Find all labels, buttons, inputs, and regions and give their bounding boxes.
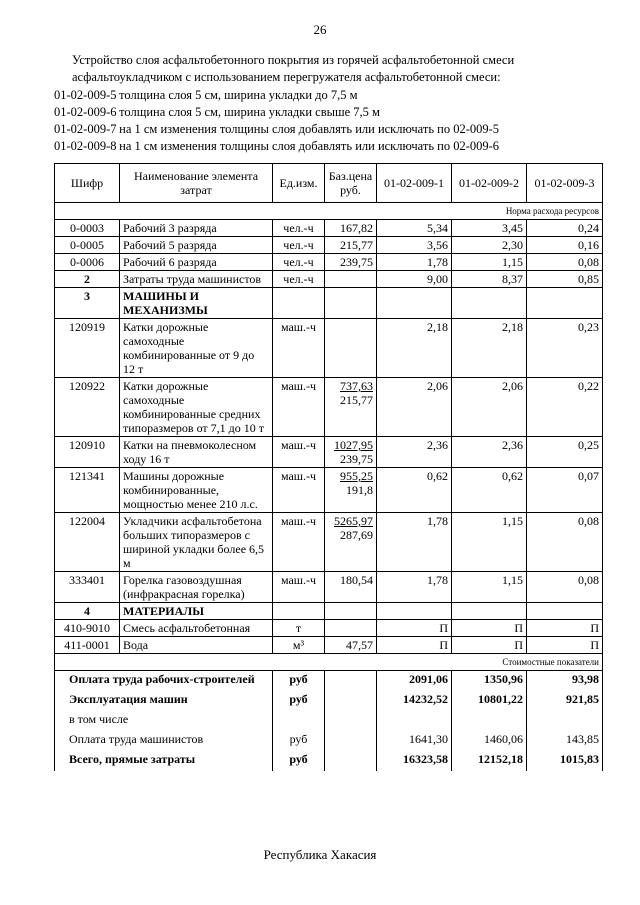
cell-v2: 8,37: [452, 271, 527, 288]
section-cost: Стоимостные показатели: [55, 654, 603, 671]
cell-v3: П: [527, 620, 603, 637]
cell-price: [325, 220, 377, 237]
table-row: [55, 288, 603, 319]
cell-code: 333401: [55, 572, 120, 603]
cell-v2: 2,30: [452, 237, 527, 254]
price-secondary: 239,75: [340, 452, 373, 466]
cell-v1: П: [377, 637, 452, 654]
table-row: [55, 437, 603, 468]
table-header: [55, 164, 603, 203]
table-row: [55, 513, 603, 572]
table-row: [55, 572, 603, 603]
cell-unit: [273, 288, 325, 319]
table-row: [55, 254, 603, 271]
code-text: на 1 см изменения толщины слоя добавлять или исключать по 02-009-5: [119, 122, 500, 136]
code-text: толщина слоя 5 см, ширина укладки до 7,5 м: [119, 88, 358, 102]
table-row: [55, 620, 603, 637]
price-value: 180,54: [340, 573, 373, 587]
cell-v2: 1,15: [452, 254, 527, 271]
cell-v3: 0,16: [527, 237, 603, 254]
cell-unit: маш.-ч: [273, 572, 325, 603]
total-cell-v2: 1350,96: [452, 671, 527, 692]
code-label: 01-02-009-6: [54, 105, 117, 119]
code-line: [54, 139, 499, 154]
cell-v1: 3,56: [377, 237, 452, 254]
cell-v2: 3,45: [452, 220, 527, 237]
cell-code: 2: [55, 271, 120, 288]
table-row: [55, 603, 603, 620]
cell-code: 4: [55, 603, 120, 620]
cell-unit: т: [273, 620, 325, 637]
col-header: 01-02-009-1: [377, 164, 452, 203]
code-line: [54, 88, 358, 103]
cell-v1: 1,78: [377, 513, 452, 572]
cell-v1: 1,78: [377, 254, 452, 271]
cell-v2: 1,15: [452, 572, 527, 603]
cell-code: 120919: [55, 319, 120, 378]
cell-price: [325, 468, 377, 513]
resource-table: [54, 163, 603, 771]
cell-name: Машины дорожные комбинированные, мощностью менее 210 л.с.: [120, 468, 273, 513]
price-secondary: 191,8: [346, 483, 373, 497]
code-label: 01-02-009-5: [54, 88, 117, 102]
total-cell-v2: 12152,18: [452, 751, 527, 771]
cell-v3: 0,08: [527, 572, 603, 603]
cell-name: Рабочий 5 разряда: [120, 237, 273, 254]
total-cell-empty: [325, 671, 377, 692]
total-cell-v3: 143,85: [527, 731, 603, 751]
section-row: [55, 203, 603, 220]
cell-price: [325, 637, 377, 654]
cell-unit: маш.-ч: [273, 319, 325, 378]
cell-name: Горелка газовоздушная (инфракрасная горелка): [120, 572, 273, 603]
code-label: 01-02-009-7: [54, 122, 117, 136]
cell-code: 411-0001: [55, 637, 120, 654]
total-cell-unit: руб: [273, 691, 325, 711]
total-cell-empty: [325, 751, 377, 771]
total-cell-v1: 14232,52: [377, 691, 452, 711]
cell-name: Рабочий 3 разряда: [120, 220, 273, 237]
total-row: [55, 691, 603, 711]
cell-v1: 2,06: [377, 378, 452, 437]
code-text: толщина слоя 5 см, ширина укладки свыше 7,5 м: [119, 105, 380, 119]
cell-v2: 2,18: [452, 319, 527, 378]
col-header: Баз.цена руб.: [325, 164, 377, 203]
price-value: 239,75: [340, 255, 373, 269]
total-cell-v1: 1641,30: [377, 731, 452, 751]
cell-price: [325, 271, 377, 288]
cell-price: [325, 603, 377, 620]
cell-price: [325, 620, 377, 637]
cell-v3: 0,24: [527, 220, 603, 237]
cell-v2: 2,06: [452, 378, 527, 437]
cell-unit: чел.-ч: [273, 254, 325, 271]
cell-price: [325, 237, 377, 254]
cell-name: МАТЕРИАЛЫ: [120, 603, 273, 620]
cell-v1: [377, 288, 452, 319]
cell-name: Катки дорожные самоходные комбинированные средних типоразмеров от 7,1 до 10 т: [120, 378, 273, 437]
section-norma: Норма расхода ресурсов: [55, 203, 603, 220]
page-number: 26: [313, 22, 327, 37]
total-cell-name: в том числе: [55, 711, 273, 731]
cell-v2: [452, 603, 527, 620]
price-secondary: 215,77: [340, 393, 373, 407]
total-cell-empty: [325, 731, 377, 751]
price-secondary: 287,69: [340, 528, 373, 542]
cell-unit: чел.-ч: [273, 237, 325, 254]
total-cell-v3: 921,85: [527, 691, 603, 711]
col-header: Ед.изм.: [273, 164, 325, 203]
price-value: 955,25: [340, 469, 373, 483]
cell-v2: 0,62: [452, 468, 527, 513]
cell-price: [325, 254, 377, 271]
cell-v3: 0,23: [527, 319, 603, 378]
cell-v2: П: [452, 620, 527, 637]
cell-code: 0-0003: [55, 220, 120, 237]
cell-v1: 0,62: [377, 468, 452, 513]
table-row: [55, 378, 603, 437]
cell-unit: маш.-ч: [273, 468, 325, 513]
cell-name: Катки дорожные самоходные комбинированные от 9 до 12 т: [120, 319, 273, 378]
cell-v3: П: [527, 637, 603, 654]
cell-code: 120922: [55, 378, 120, 437]
cell-v2: 1,15: [452, 513, 527, 572]
total-cell-v3: 93,98: [527, 671, 603, 692]
total-cell-name: Оплата труда рабочих-строителей: [55, 671, 273, 692]
cell-v2: 2,36: [452, 437, 527, 468]
total-row: [55, 731, 603, 751]
cell-unit: маш.-ч: [273, 513, 325, 572]
total-cell-empty: [325, 691, 377, 711]
cell-v3: 0,08: [527, 254, 603, 271]
cell-unit: [273, 603, 325, 620]
cell-code: 120910: [55, 437, 120, 468]
cell-price: [325, 437, 377, 468]
total-cell-unit: [273, 711, 325, 731]
cell-code: 410-9010: [55, 620, 120, 637]
cell-v1: 9,00: [377, 271, 452, 288]
col-header: Наименование элемента затрат: [120, 164, 273, 203]
cell-v2: [452, 288, 527, 319]
cell-code: 0-0005: [55, 237, 120, 254]
cell-v3: [527, 603, 603, 620]
total-cell-v2: [452, 711, 527, 731]
table-row: [55, 637, 603, 654]
price-value: 167,82: [340, 221, 373, 235]
cell-price: [325, 513, 377, 572]
cell-code: 3: [55, 288, 120, 319]
cell-code: 122004: [55, 513, 120, 572]
table-row: [55, 319, 603, 378]
total-cell-v2: 1460,06: [452, 731, 527, 751]
cell-unit: м³: [273, 637, 325, 654]
total-cell-v2: 10801,22: [452, 691, 527, 711]
cell-v1: 1,78: [377, 572, 452, 603]
section-row: [55, 654, 603, 671]
cell-price: [325, 319, 377, 378]
total-cell-name: Оплата труда машинистов: [55, 731, 273, 751]
total-cell-v3: [527, 711, 603, 731]
cell-v1: 2,18: [377, 319, 452, 378]
cell-name: Рабочий 6 разряда: [120, 254, 273, 271]
total-cell-empty: [325, 711, 377, 731]
cell-name: Затраты труда машинистов: [120, 271, 273, 288]
cell-v1: [377, 603, 452, 620]
cell-v1: 2,36: [377, 437, 452, 468]
table-row: [55, 468, 603, 513]
col-header: 01-02-009-2: [452, 164, 527, 203]
total-cell-unit: руб: [273, 671, 325, 692]
total-row: [55, 751, 603, 771]
code-label: 01-02-009-8: [54, 139, 117, 153]
cell-name: Вода: [120, 637, 273, 654]
cell-v3: 0,07: [527, 468, 603, 513]
total-cell-name: Всего, прямые затраты: [55, 751, 273, 771]
cell-price: [325, 288, 377, 319]
total-cell-v1: 2091,06: [377, 671, 452, 692]
cell-v1: 5,34: [377, 220, 452, 237]
cell-code: 0-0006: [55, 254, 120, 271]
price-value: 215,77: [340, 238, 373, 252]
cell-v1: П: [377, 620, 452, 637]
total-cell-v3: 1015,83: [527, 751, 603, 771]
cell-name: МАШИНЫ И МЕХАНИЗМЫ: [120, 288, 273, 319]
code-line: [54, 122, 499, 137]
cell-v3: 0,85: [527, 271, 603, 288]
cell-v3: 0,08: [527, 513, 603, 572]
cell-v2: П: [452, 637, 527, 654]
cell-unit: маш.-ч: [273, 378, 325, 437]
table-row: [55, 271, 603, 288]
table-row: [55, 237, 603, 254]
code-text: на 1 см изменения толщины слоя добавлять или исключать по 02-009-6: [119, 139, 500, 153]
code-line: [54, 105, 380, 120]
footer-region: Республика Хакасия: [263, 847, 377, 862]
total-cell-unit: руб: [273, 751, 325, 771]
total-cell-v1: 16323,58: [377, 751, 452, 771]
col-header: Шифр: [55, 164, 120, 203]
col-header: 01-02-009-3: [527, 164, 603, 203]
total-row: [55, 711, 603, 731]
cell-code: 121341: [55, 468, 120, 513]
cell-unit: чел.-ч: [273, 271, 325, 288]
cell-price: [325, 378, 377, 437]
total-row: [55, 671, 603, 692]
cell-v3: [527, 288, 603, 319]
cell-v3: 0,25: [527, 437, 603, 468]
cell-v3: 0,22: [527, 378, 603, 437]
cell-name: Катки на пневмоколесном ходу 16 т: [120, 437, 273, 468]
cell-name: Смесь асфальтобетонная: [120, 620, 273, 637]
cell-price: [325, 572, 377, 603]
table-row: [55, 220, 603, 237]
price-value: 47,57: [346, 638, 373, 652]
cell-name: Укладчики асфальтобетона больших типоразмеров с шириной укладки более 6,5 м: [120, 513, 273, 572]
total-cell-v1: [377, 711, 452, 731]
price-value: 5265,97: [334, 514, 373, 528]
price-value: 737,63: [340, 379, 373, 393]
cell-unit: маш.-ч: [273, 437, 325, 468]
intro-text: Устройство слоя асфальтобетонного покрытия из горячей асфальтобетонной смеси асфальтоукладчиком с использованием перегружателя асфальтобетонной смеси:: [72, 53, 515, 84]
total-cell-name: Эксплуатация машин: [55, 691, 273, 711]
price-value: 1027,95: [334, 438, 373, 452]
total-cell-unit: руб: [273, 731, 325, 751]
cell-unit: чел.-ч: [273, 220, 325, 237]
